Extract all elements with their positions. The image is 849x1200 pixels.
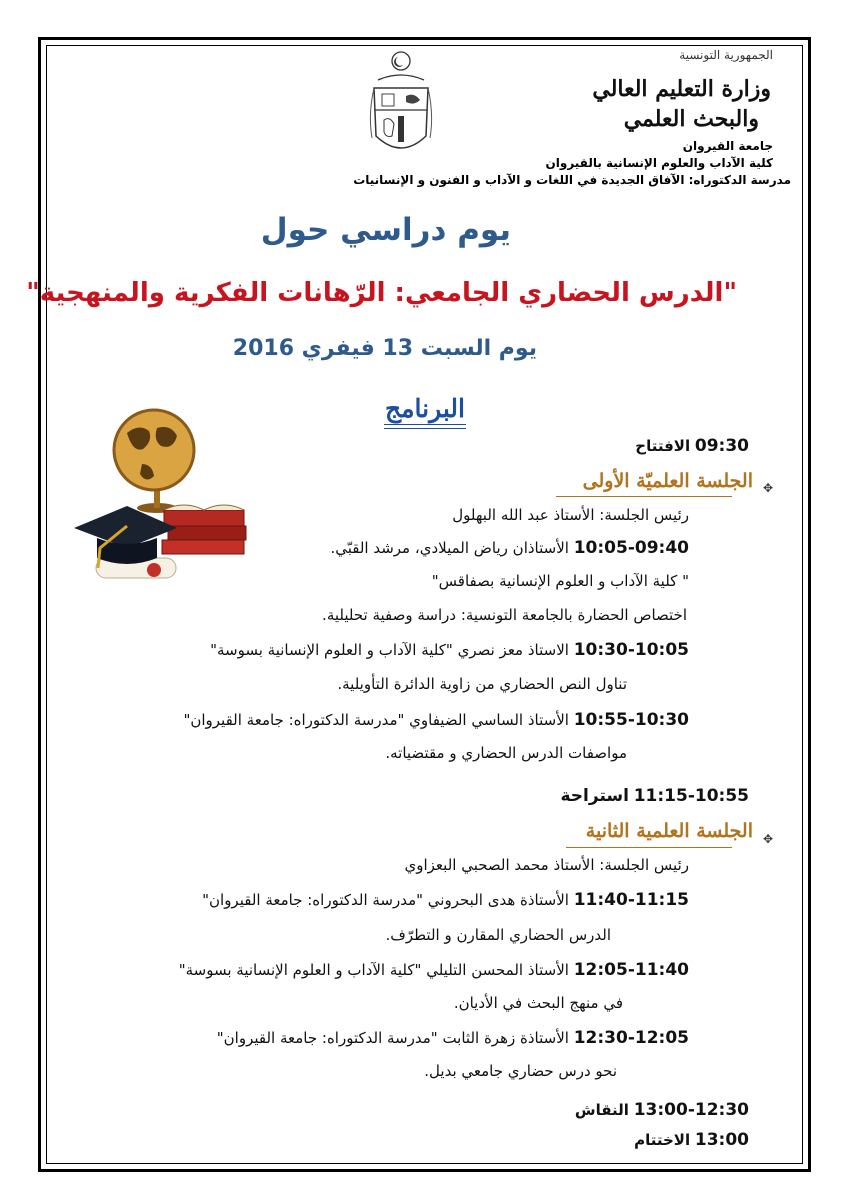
session2-talk1-title: الدرس الحضاري المقارن و التطرّف. xyxy=(385,926,611,944)
graduation-globe-books-icon xyxy=(72,398,257,603)
session2-talk3-time: 12:30-12:05 xyxy=(573,1028,689,1048)
session1-chair: رئيس الجلسة: الأستاذ عبد الله البهلول xyxy=(452,506,689,524)
opening-time: 09:30 xyxy=(694,436,749,456)
session1-underline xyxy=(556,496,732,497)
session1-title: الجلسة العلميّة الأولى xyxy=(582,470,753,492)
session1-talk1-time: 10:05-09:40 xyxy=(573,538,689,558)
session1-talk1-speaker: الأستاذان رياض الميلادي، مرشد القبّي. xyxy=(330,539,569,557)
discussion-time: 13:00-12:30 xyxy=(633,1100,749,1120)
session1-talk2-time: 10:30-10:05 xyxy=(573,640,689,660)
tunisia-coat-of-arms-icon xyxy=(368,48,434,164)
event-date: يوم السبت 13 فيفري 2016 xyxy=(232,336,537,361)
session2-talk3-speaker: الأستاذة زهرة الثابت "مدرسة الدكتوراه: جامعة القيروان" xyxy=(216,1029,569,1047)
discussion-line xyxy=(575,1100,749,1120)
doctoral-school-name: مدرسة الدكتوراه: الآفاق الجديدة في اللغات و الآداب و الفنون و الإنسانيات xyxy=(353,173,791,187)
session1-talk2-title: تناول النص الحضاري من زاوية الدائرة التأويلية. xyxy=(337,675,627,693)
session1-talk2-speaker: الاستاذ معز نصري "كلية الآداب و العلوم الإنسانية بسوسة" xyxy=(210,641,569,659)
session2-title: الجلسة العلمية الثانية xyxy=(585,820,753,842)
session1-talk1-line xyxy=(330,538,689,558)
session1-talk3-time: 10:55-10:30 xyxy=(573,710,689,730)
break-label: استراحة xyxy=(560,786,629,806)
program-heading: البرنامج xyxy=(384,394,465,423)
ministry-line1: وزارة التعليم العالي xyxy=(592,76,771,102)
bullet-icon: ✥ xyxy=(762,481,773,495)
session2-talk2-speaker: الأستاذ المحسن التليلي "كلية الآداب و العلوم الإنسانية بسوسة" xyxy=(178,961,569,979)
break-line xyxy=(560,786,749,806)
program-underline-1 xyxy=(384,424,466,425)
session2-talk3-line xyxy=(217,1028,689,1048)
session1-talk3-line xyxy=(183,710,689,730)
session1-talk3-title: مواصفات الدرس الحضاري و مقتضياته. xyxy=(385,744,627,762)
faculty-name: كلية الآداب والعلوم الإنسانية بالقيروان xyxy=(545,156,773,170)
main-title: "الدرس الحضاري الجامعي: الرّهانات الفكرية والمنهجية" xyxy=(26,278,737,308)
session2-talk2-time: 12:05-11:40 xyxy=(573,960,689,980)
break-time: 11:15-10:55 xyxy=(633,786,749,806)
session2-talk3-title: نحو درس حضاري جامعي بديل. xyxy=(424,1062,617,1080)
session2-talk1-time: 11:40-11:15 xyxy=(573,890,689,910)
session2-talk1-line xyxy=(202,890,689,910)
session1-talk3-speaker: الأستاذ الساسي الضيفاوي "مدرسة الدكتوراه: جامعة القيروان" xyxy=(183,711,569,729)
republic-label: الجمهورية التونسية xyxy=(679,48,773,62)
bullet-icon: ✥ xyxy=(762,832,773,846)
study-day-title: يوم دراسي حول xyxy=(260,212,511,248)
program-underline-2 xyxy=(384,428,466,429)
session2-chair: رئيس الجلسة: الأستاذ محمد الصحبي البعزاوي xyxy=(404,856,689,874)
session2-talk2-title: في منهج البحث في الأديان. xyxy=(453,994,623,1012)
discussion-label: النقاش xyxy=(574,1101,629,1119)
session2-talk1-speaker: الأستاذة هدى البحروني "مدرسة الدكتوراه: جامعة القيروان" xyxy=(202,891,569,909)
opening-line xyxy=(635,436,749,456)
session2-underline xyxy=(566,847,732,848)
closing-time: 13:00 xyxy=(694,1130,749,1150)
session1-talk2-line xyxy=(210,640,689,660)
session1-talk1-title: اختصاص الحضارة بالجامعة التونسية: دراسة وصفية تحليلية. xyxy=(322,606,687,624)
university-name: جامعة القيروان xyxy=(682,139,773,153)
session1-talk1-affiliation: " كلية الآداب و العلوم الإنسانية بصفاقس" xyxy=(431,572,689,590)
closing-line xyxy=(634,1130,749,1150)
closing-label: الاختتام xyxy=(634,1131,691,1149)
ministry-line2: والبحث العلمي xyxy=(623,106,759,132)
session2-talk2-line xyxy=(179,960,689,980)
opening-label: الافتتاح xyxy=(635,437,691,455)
